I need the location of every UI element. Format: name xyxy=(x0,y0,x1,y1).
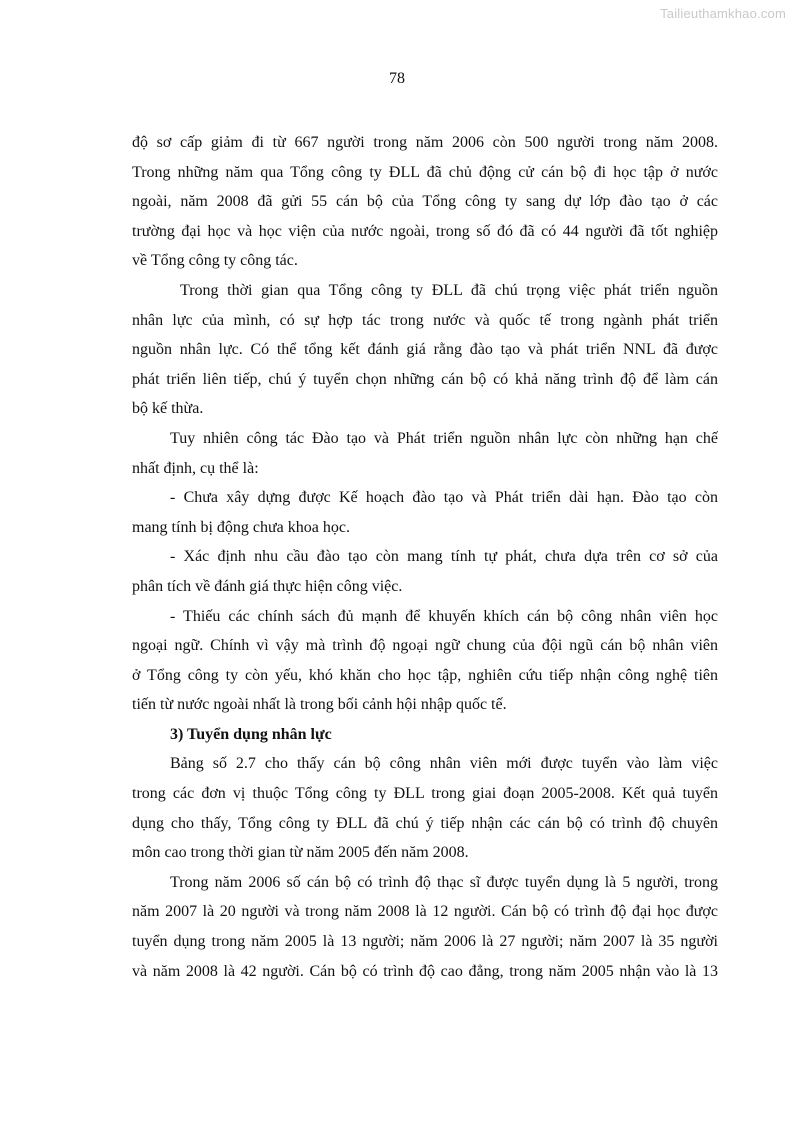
text-line: - Xác định nhu cầu đào tạo còn mang tính tự phát, chưa dựa trên cơ sở của xyxy=(170,548,718,566)
text-line: nhất định, cụ thể là: xyxy=(132,459,259,477)
text-line: dụng cho thấy, Tổng công ty ĐLL đã chú ý tiếp nhận các cán bộ có trình độ chuyên xyxy=(132,814,718,832)
text-line: trường đại học và học viện của nước ngoài, trong số đó đã có 44 người đã tốt nghiệp xyxy=(132,222,718,240)
text-line: tiến từ nước ngoài nhất là trong bối cảnh hội nhập quốc tế. xyxy=(132,696,507,714)
text-line: phân tích về đánh giá thực hiện công việc. xyxy=(132,577,403,595)
text-line: Tuy nhiên công tác Đào tạo và Phát triển nguồn nhân lực còn những hạn chế xyxy=(170,429,718,447)
text-line: Trong những năm qua Tổng công ty ĐLL đã chủ động cử cán bộ đi học tập ở nước xyxy=(132,163,718,181)
text-line: ngoại ngữ. Chính vì vậy mà trình độ ngoại ngữ chung của đội ngũ cán bộ nhân viên xyxy=(132,637,718,655)
text-line: - Thiếu các chính sách đủ mạnh để khuyến khích cán bộ công nhân viên học xyxy=(170,607,718,625)
section-heading: 3) Tuyển dụng nhân lực xyxy=(170,725,332,743)
text-line: nguồn nhân lực. Có thể tổng kết đánh giá rằng đào tạo và phát triển NNL đã được xyxy=(132,341,718,359)
text-line: ngoài, năm 2008 đã gửi 55 cán bộ của Tổng công ty sang dự lớp đào tạo ở các xyxy=(132,193,718,211)
text-line: Trong thời gian qua Tổng công ty ĐLL đã chú trọng việc phát triển nguồn xyxy=(180,281,718,299)
text-line: về Tổng công ty công tác. xyxy=(132,252,298,270)
text-line: độ sơ cấp giảm đi từ 667 người trong năm 2006 còn 500 người trong năm 2008. xyxy=(132,134,718,151)
page-number: 78 xyxy=(389,70,405,87)
document-body xyxy=(132,128,718,986)
text-line: bộ kế thừa. xyxy=(132,400,204,418)
text-line: phát triển liên tiếp, chú ý tuyển chọn những cán bộ có khả năng trình độ để làm cán xyxy=(132,370,718,388)
text-line: môn cao trong thời gian từ năm 2005 đến năm 2008. xyxy=(132,844,469,862)
text-line: ở Tổng công ty còn yếu, khó khăn cho học tập, nghiên cứu tiếp nhận công nghệ tiên xyxy=(132,666,718,684)
text-line: tuyển dụng trong năm 2005 là 13 người; năm 2006 là 27 người; năm 2007 là 35 người xyxy=(132,933,718,951)
text-line: Bảng số 2.7 cho thấy cán bộ công nhân viên mới được tuyển vào làm việc xyxy=(170,755,718,773)
text-line: mang tính bị động chưa khoa học. xyxy=(132,518,350,536)
watermark: Tailieuthamkhao.com xyxy=(660,6,786,21)
text-line: trong các đơn vị thuộc Tổng công ty ĐLL trong giai đoạn 2005-2008. Kết quả tuyển xyxy=(132,785,718,803)
text-line: năm 2007 là 20 người và trong năm 2008 là 12 người. Cán bộ có trình độ đại học được xyxy=(132,903,718,921)
text-line: - Chưa xây dựng được Kế hoạch đào tạo và Phát triển dài hạn. Đào tạo còn xyxy=(170,489,718,507)
text-line: nhân lực của mình, có sự hợp tác trong nước và quốc tế trong ngành phát triển xyxy=(132,311,718,329)
text-line: và năm 2008 là 42 người. Cán bộ có trình độ cao đẳng, trong năm 2005 nhận vào là 13 xyxy=(132,962,718,980)
text-line: Trong năm 2006 số cán bộ có trình độ thạc sĩ được tuyển dụng là 5 người, trong xyxy=(170,873,718,891)
